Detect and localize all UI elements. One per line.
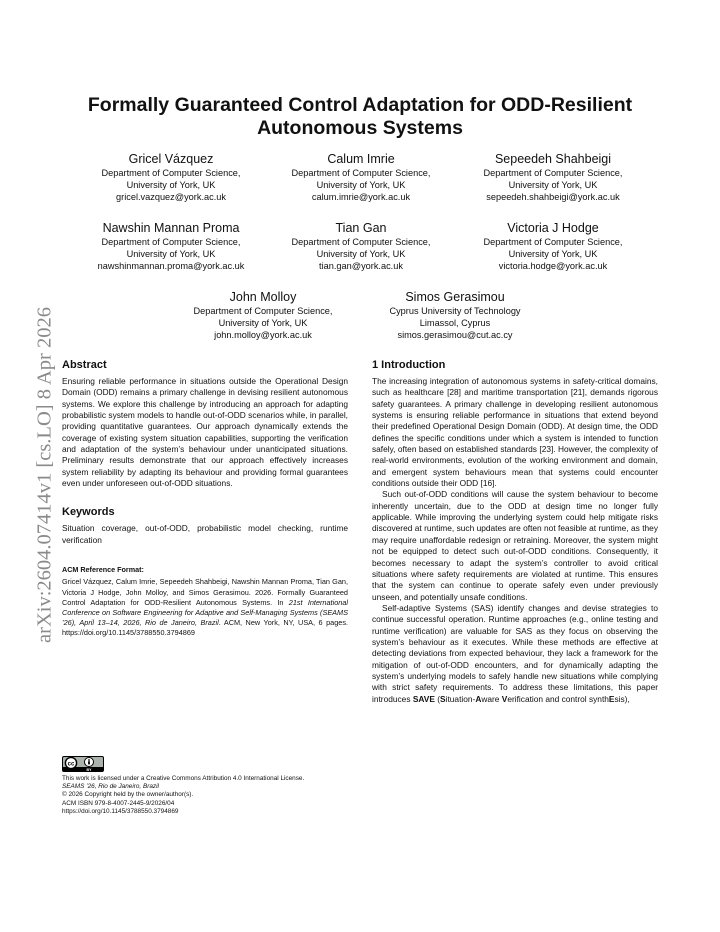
intro-paragraph-1: The increasing integration of autonomous systems in safety-critical domains, such as healthcare [28] and maritime transportation [21], demands rigorous safety guarantees. A primary challenge in developing resilient autonomous systems is ensuring reliable performance in situations that extend beyond their predefined Operational Design Domain (ODD). At design time, the ODD defines the specific conditions under which a system is intended to function safely, often based on established standards [23]. However, the complexity of real-world environments, evolution of the working environment and domain, and emergent system behaviours mean that systems could encounter conditions outside their ODD [16]. (372, 376, 658, 489)
abstract-heading: Abstract (62, 359, 107, 371)
intro-heading: 1 Introduction (372, 359, 446, 371)
license-block (62, 756, 358, 816)
acm-reference-authors: Gricel Vázquez, Calum Imrie, Sepeedeh Shahbeigi, Nawshin Mannan Proma, Tian Gan, Victoria J Hodge, John Molloy, and Simos Gerasimou. 2026. Formally Guaranteed Control Adaptation for ODD-Resilient Autonomous Systems. In (62, 577, 348, 607)
license-text: This work is licensed under a Creative Commons Attribution 4.0 International License. (62, 775, 305, 782)
author-inst: University of York, UK (508, 180, 598, 190)
acm-reference-heading: ACM Reference Format: (62, 565, 144, 575)
svg-text:cc: cc (67, 761, 75, 768)
save-expansion-open: ( (434, 693, 441, 704)
author-inst: University of York, UK (126, 249, 216, 259)
author-email: nawshinmannan.proma@york.ac.uk (97, 261, 245, 271)
author-name: Gricel Vázquez (128, 152, 214, 166)
save-letter-s: S (440, 693, 446, 704)
author-block (70, 220, 272, 272)
save-expansion-part: ituation- (445, 693, 476, 704)
save-expansion-part: erification and control synth (507, 693, 609, 704)
right-column (372, 358, 658, 705)
author-inst: University of York, UK (218, 318, 308, 328)
save-letter-e: E (608, 693, 615, 704)
author-dept: Department of Computer Science, (483, 168, 623, 178)
author-email: john.molloy@york.ac.uk (214, 330, 312, 340)
author-name: Sepeedeh Shahbeigi (494, 152, 612, 166)
save-acronym: SAVE (412, 693, 435, 704)
author-block (362, 289, 548, 341)
author-email: simos.gerasimou@cut.ac.cy (397, 330, 513, 340)
author-block (268, 151, 454, 203)
author-name: Calum Imrie (327, 152, 395, 166)
intro-paragraph-3 (372, 603, 658, 705)
keywords-text: Situation coverage, out-of-ODD, probabilistic model checking, runtime verification (62, 523, 348, 545)
author-inst: Limassol, Cyprus (419, 318, 491, 328)
author-inst: University of York, UK (126, 180, 216, 190)
author-block (268, 220, 454, 272)
author-inst: University of York, UK (508, 249, 598, 259)
author-email: gricel.vazquez@york.ac.uk (116, 192, 226, 202)
acm-reference-venue: 21st International Conference on Software Engineering for Adaptive and Self-Managing Systems (SEAMS ’26), April 13–14, 2026, Rio de Janeiro, Brazil (62, 597, 348, 628)
author-dept: Department of Computer Science, (483, 237, 623, 247)
author-dept: Department of Computer Science, (291, 237, 431, 247)
author-email: sepeedeh.shahbeigi@york.ac.uk (486, 192, 620, 202)
paper-title: Formally Guaranteed Control Adaptation for ODD-Resilient Autonomous Systems (87, 94, 633, 139)
author-block (458, 151, 648, 203)
intro-paragraph-3-text: Self-adaptive Systems (SAS) identify changes and devise strategies to continue successful operation. Runtime approaches (e.g., online testing and runtime verification) are valuable for SAS as they focus on observing the system’s behaviour as it executes. While these methods are effective at detecting deviations from expected behaviour, they lack a framework for the mitigation of out-of-ODD encounters, and for dynamically adapting the system’s underlying models to safely handle new situations while complying with strict safety requirements. To address these limitations, this paper introduces (372, 602, 658, 704)
author-email: tian.gan@york.ac.uk (319, 261, 403, 271)
author-dept: Department of Computer Science, (291, 168, 431, 178)
author-name: Tian Gan (335, 221, 387, 235)
save-expansion-end: sis), (614, 693, 630, 704)
cc-license-icon (62, 756, 104, 772)
author-dept: Department of Computer Science, (193, 306, 333, 316)
author-block (170, 289, 356, 341)
intro-paragraph-2: Such out-of-ODD conditions will cause the system behaviour to become inherently uncertain, due to the ODD at design time no longer fully applicable. While improving the underlying system could help mitigate risks discovered at runtime, such updates are often not feasible at runtime, as they may require unaffordable redesign or retraining. Moreover, the system might not be equipped to detect such out-of-ODD conditions. Consequently, it becomes necessary to adapt the system’s controller to avoid critical situations where safety requirements are violated at runtime. This ensures that the system can continue to operate safely even under previously unseen, and potentially unsafe conditions. (372, 489, 658, 602)
author-inst: University of York, UK (316, 180, 406, 190)
author-name: Simos Gerasimou (405, 290, 505, 304)
save-letter-a: A (475, 693, 482, 704)
acm-reference (62, 564, 348, 639)
author-block (458, 220, 648, 272)
license-venue: SEAMS ’26, Rio de Janeiro, Brazil (62, 783, 159, 791)
author-email: victoria.hodge@york.ac.uk (498, 261, 608, 271)
acm-reference-tail: . ACM, New York, NY, USA, 6 pages. https://doi.org/10.1145/3788550.3794869 (62, 618, 349, 638)
license-copyright: © 2026 Copyright held by the owner/author(s). (62, 791, 194, 799)
save-letter-v: V (501, 693, 508, 704)
author-block (78, 151, 264, 203)
keywords-heading: Keywords (62, 506, 115, 519)
author-inst: University of York, UK (316, 249, 406, 259)
author-email: calum.imrie@york.ac.uk (311, 192, 411, 202)
author-name: Victoria J Hodge (507, 221, 599, 235)
author-dept: Department of Computer Science, (101, 237, 241, 247)
author-dept: Cyprus University of Technology (389, 306, 521, 316)
cc-label: BY (86, 767, 92, 772)
license-doi: https://doi.org/10.1145/3788550.3794869 (62, 807, 179, 815)
abstract-text: Ensuring reliable performance in situations outside the Operational Design Domain (ODD) remains a primary challenge in devising resilient autonomous systems. We explore this challenge by introducing an approach for adapting probabilistic system models to handle out-of-ODD scenarios while, in parallel, providing quantitative guarantees. Our approach dynamically extends the coverage of existing system situation capabilities, supporting the verification and adaptation of the system’s behaviour under unanticipated situations. Preliminary results demonstrate that our approach effectively increases system reliability by adapting its behaviour and providing formal guarantees even under unforeseen out-of-ODD situations. (62, 376, 348, 489)
author-dept: Department of Computer Science, (101, 168, 241, 178)
acm-reference-text (62, 577, 348, 638)
author-name: Nawshin Mannan Proma (102, 221, 240, 235)
author-name: John Molloy (229, 290, 297, 304)
cc-by-badge (62, 756, 358, 772)
left-column (62, 358, 348, 639)
save-expansion-part: ware (481, 693, 502, 704)
arxiv-identifier: arXiv:2604.07414v1 [cs.LO] 8 Apr 2026 (33, 307, 56, 643)
arxiv-sidebar-stamp (30, 265, 60, 685)
license-isbn: ACM ISBN 979-8-4007-2445-9/2026/04 (62, 799, 175, 807)
